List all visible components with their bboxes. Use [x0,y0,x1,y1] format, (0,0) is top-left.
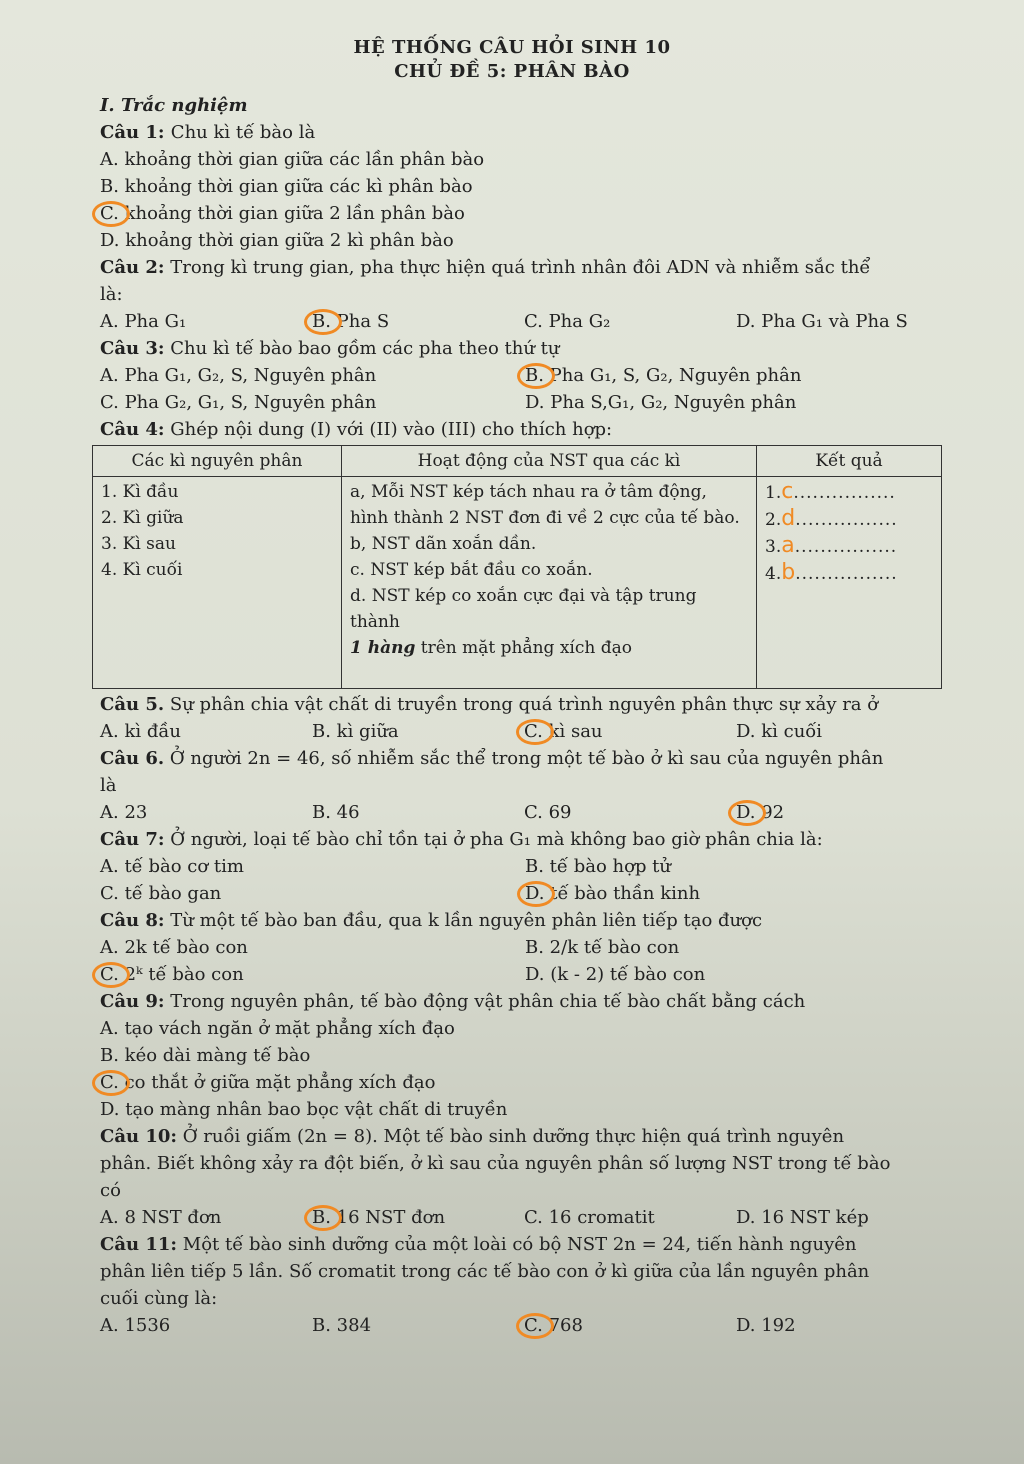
question-list [100,92,950,1339]
answer-circle [728,800,766,826]
doc-subtitle: CHỦ ĐỀ 5: PHÂN BÀO [394,61,630,82]
q7-option-b: B. tế bào hợp tử [525,856,672,877]
doc-title: HỆ THỐNG CÂU HỎI SINH 10 [353,37,671,58]
q1-option-b: B. khoảng thời gian giữa các kì phân bào [100,176,473,197]
q7-option-c: C. tế bào gan [100,883,222,904]
result-4: 4.b................ [765,560,898,585]
q7-option-a: A. tế bào cơ tim [100,856,244,877]
q9-option-d: D. tạo màng nhân bao bọc vật chất di truyền [100,1099,508,1120]
q3-option-c: C. Pha G₂, G₁, S, Nguyên phân [100,392,377,413]
q2-option-d: D. Pha G₁ và Pha S [736,311,908,332]
phase-1: 1. Kì đầu [101,482,179,502]
q6-option-d: D. 92 [736,799,948,826]
section-heading: I. Trắc nghiệm [100,95,248,116]
q11-text-cont2: cuối cùng là: [100,1288,218,1309]
q5-option-b: B. kì giữa [312,721,399,742]
q10-text-cont: phân. Biết không xảy ra đột biến, ở kì sau của nguyên phân số lượng NST trong tế bào [100,1153,891,1174]
answer-circle [304,1205,342,1231]
q9-option-c: C. co thắt ở giữa mặt phẳng xích đạo [100,1069,950,1096]
activity-list [342,477,757,689]
q6-option-b: B. 46 [312,802,360,823]
result-1: 1.c................ [765,479,896,504]
question-7: Câu 7: Ở người, loại tế bào chỉ tồn tại ở pha G₁ mà không bao giờ phân chia là: [100,829,823,850]
phase-list [93,477,342,689]
q10-option-a: A. 8 NST đơn [100,1207,222,1228]
q11-option-d: D. 192 [736,1315,796,1336]
q8-options-2 [100,961,950,988]
phase-2: 2. Kì giữa [101,508,184,528]
phase-4: 4. Kì cuối [101,560,183,580]
activity-d-end: 1 hàng trên mặt phẳng xích đạo [350,638,632,658]
question-4: Câu 4: Ghép nội dung (I) với (II) vào (III) cho thích hợp: [100,419,613,440]
question-6: Câu 6. Ở người 2n = 46, số nhiễm sắc thể trong một tế bào ở kì sau của nguyên phân [100,748,884,769]
q7-options-1 [100,853,950,880]
q5-option-d: D. kì cuối [736,721,823,742]
activity-b: b, NST dãn xoắn dần. [350,534,537,554]
q5-option-a: A. kì đầu [100,721,181,742]
question-2: Câu 2: Trong kì trung gian, pha thực hiện quá trình nhân đôi ADN và nhiễm sắc thể [100,257,871,278]
q3-option-a: A. Pha G₁, G₂, S, Nguyên phân [100,365,377,386]
q5-options [100,718,950,745]
q2-options [100,308,950,335]
activity-a: a, Mỗi NST kép tách nhau ra ở tâm động, hình thành 2 NST đơn đi về 2 cực của tế bào. [350,482,740,528]
q3-options-2 [100,389,950,416]
q2-option-a: A. Pha G₁ [100,311,187,332]
q9-option-b: B. kéo dài màng tế bào [100,1045,311,1066]
q3-options-1 [100,362,950,389]
question-5: Câu 5. Sự phân chia vật chất di truyền trong quá trình nguyên phân thực sự xảy ra ở [100,694,879,715]
q10-option-b: B. 16 NST đơn [312,1204,524,1231]
question-1: Câu 1: Chu kì tế bào là [100,122,316,143]
phase-3: 3. Kì sau [101,534,176,554]
q3-option-b: B. Pha G₁, S, G₂, Nguyên phân [525,362,950,389]
q7-option-d: D. tế bào thần kinh [525,880,950,907]
q8-options-1 [100,934,950,961]
answer-circle [92,1070,130,1096]
answer-circle [304,309,342,335]
q1-option-c: C. khoảng thời gian giữa 2 lần phân bào [100,200,950,227]
col-header-3: Kết quả [757,446,942,477]
col-header-1: Các kì nguyên phân [93,446,342,477]
q6-option-c: C. 69 [524,802,572,823]
answer-circle [92,962,130,988]
question-9: Câu 9: Trong nguyên phân, tế bào động vật phân chia tế bào chất bằng cách [100,991,806,1012]
col-header-2: Hoạt động của NST qua các kì [342,446,757,477]
matching-table [92,445,942,689]
q10-options [100,1204,950,1231]
q6-text-cont: là [100,775,117,796]
q11-option-c: C. 768 [524,1312,736,1339]
q10-text-cont2: có [100,1180,121,1201]
q3-option-d: D. Pha S,G₁, G₂, Nguyên phân [525,392,797,413]
question-3: Câu 3: Chu kì tế bào bao gồm các pha theo thứ tự [100,338,560,359]
question-10: Câu 10: Ở ruồi giấm (2n = 8). Một tế bào sinh dưỡng thực hiện quá trình nguyên [100,1126,845,1147]
q8-option-c: C. 2ᵏ tế bào con [100,961,525,988]
answer-circle [517,881,555,907]
answer-circle [516,719,554,745]
q1-option-d: D. khoảng thời gian giữa 2 kì phân bào [100,230,454,251]
q9-option-a: A. tạo vách ngăn ở mặt phẳng xích đạo [100,1018,455,1039]
answer-circle [92,201,130,227]
q11-text-cont: phân liên tiếp 5 lần. Số cromatit trong các tế bào con ở kì giữa của lần nguyên phân [100,1261,870,1282]
result-list [757,477,942,689]
q1-option-a: A. khoảng thời gian giữa các lần phân bào [100,149,485,170]
q10-option-c: C. 16 cromatit [524,1207,655,1228]
question-8: Câu 8: Từ một tế bào ban đầu, qua k lần nguyên phân liên tiếp tạo được [100,910,763,931]
q5-option-c: C. kì sau [524,718,736,745]
answer-circle [517,363,555,389]
q6-options [100,799,950,826]
q10-option-d: D. 16 NST kép [736,1207,869,1228]
q11-option-b: B. 384 [312,1315,372,1336]
q8-option-b: B. 2/k tế bào con [525,937,680,958]
result-3: 3.a................ [765,533,898,558]
q8-option-d: D. (k - 2) tế bào con [525,964,706,985]
header [0,0,1024,84]
question-11: Câu 11: Một tế bào sinh dưỡng của một loài có bộ NST 2n = 24, tiến hành nguyên [100,1234,857,1255]
q2-option-b: B. Pha S [312,308,524,335]
q11-options [100,1312,950,1339]
answer-circle [516,1313,554,1339]
q8-option-a: A. 2k tế bào con [100,937,248,958]
result-2: 2.d................ [765,506,898,531]
activity-c: c. NST kép bắt đầu co xoắn. [350,560,593,580]
q7-options-2 [100,880,950,907]
q2-text-cont: là: [100,284,123,305]
activity-d: d. NST kép co xoắn cực đại và tập trung thành [350,586,697,632]
q6-option-a: A. 23 [100,802,148,823]
q11-option-a: A. 1536 [100,1315,171,1336]
q2-option-c: C. Pha G₂ [524,311,611,332]
